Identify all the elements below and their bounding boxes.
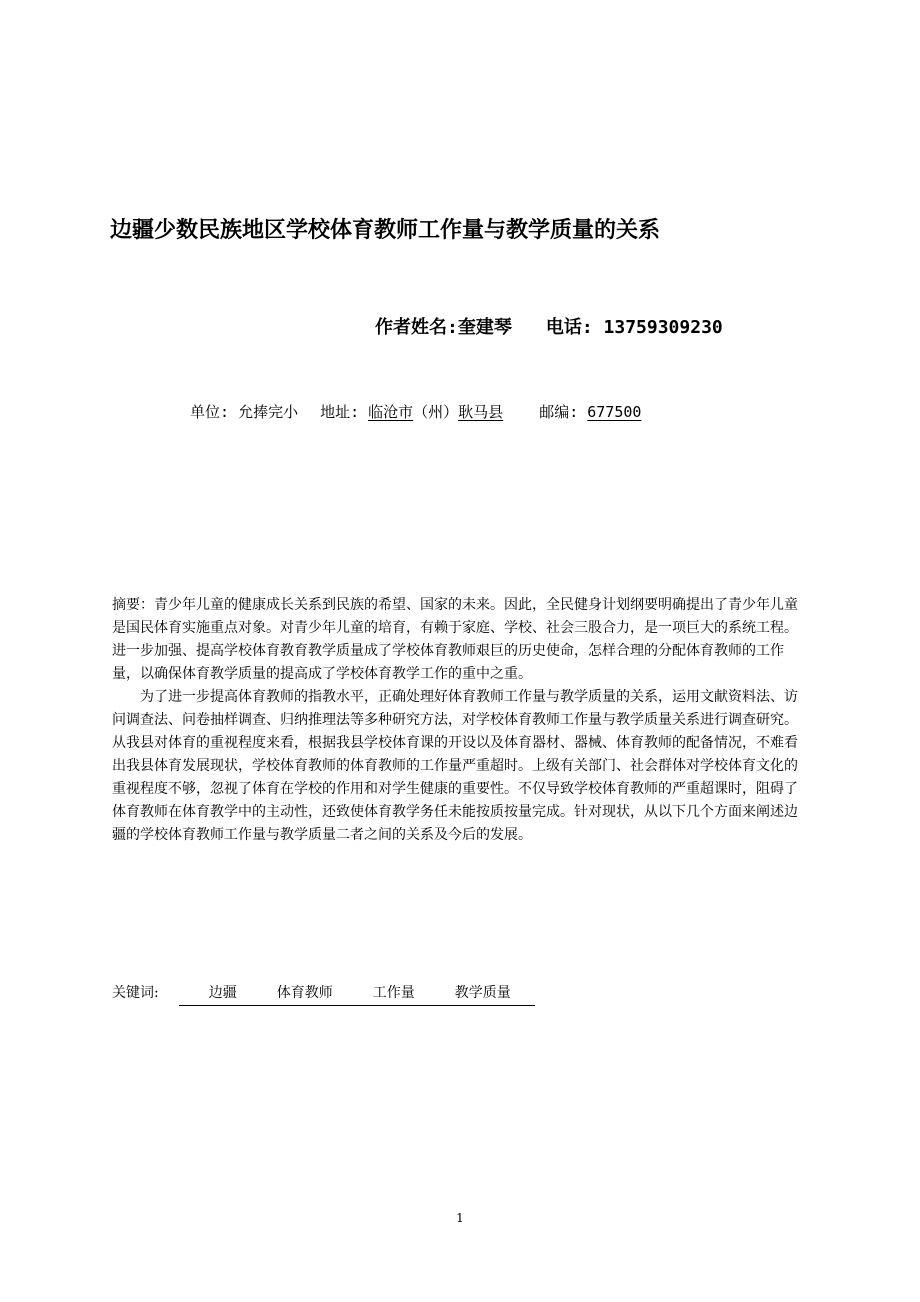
- unit-name: 允捧完小: [238, 403, 299, 421]
- address-label: 地址:: [320, 403, 360, 421]
- postcode-label: 邮编:: [539, 403, 579, 421]
- author-line: [375, 313, 723, 343]
- document-title: 边疆少数民族地区学校体育教师工作量与教学质量的关系: [110, 218, 661, 243]
- abstract-paragraph-1: 摘要：青少年儿童的健康成长关系到民族的希望、国家的未来。因此，全民健身计划纲要明确提出了青少年儿童是国民体育实施重点对象。对青少年儿童的培育，有赖于家庭、学校、社会三股合力，是一项巨大的系统工程。进一步加强、提高学校体育教育教学质量成了学校体育教师艰巨的历史使命，怎样合理的分配体育教师的工作量，以确保体育教学质量的提高成了学校体育教学工作的重中之重。: [112, 597, 798, 682]
- abstract-paragraph-2: 为了进一步提高体育教师的指教水平，正确处理好体育教师工作量与教学质量的关系，运用文献资料法、访问调查法、问卷抽样调查、归纳推理法等多种研究方法，对学校体育教师工作量与教学质量关系进行调查研究。从我县对体育的重视程度来看，根据我县学校体育课的开设以及体育器材、器械、体育教师的配备情况，不难看出我县体育发展现状，学校体育教师的体育教师的工作量严重超时。上级有关部门、社会群体对学校体育文化的重视程度不够，忽视了体育在学校的作用和对学生健康的重要性。不仅导致学校体育教师的严重超课时，阻碍了体育教师在体育教学中的主动性，还致使体育教学务任未能按质按量完成。针对现状，从以下几个方面来阐述边疆的学校体育教师工作量与教学质量二者之间的关系及今后的发展。: [112, 689, 798, 843]
- abstract-section: [112, 594, 808, 847]
- unit-label: 单位:: [190, 403, 230, 421]
- keywords-line: [112, 981, 535, 1006]
- address-prefecture: （州）: [413, 403, 459, 421]
- phone-label: 电话:: [545, 317, 593, 338]
- keyword-item: 工作量: [372, 985, 415, 1001]
- keywords-label: 关键词:: [112, 985, 159, 1001]
- postcode-value: 677500: [587, 403, 642, 421]
- keyword-item: 边疆: [208, 985, 237, 1001]
- author-label: 作者姓名:: [375, 317, 458, 338]
- keywords-list: [179, 981, 535, 1006]
- phone-number: 13759309230: [603, 317, 723, 338]
- keyword-item: 体育教师: [276, 985, 333, 1001]
- unit-line: [190, 398, 641, 426]
- address-city: 临沧市: [368, 403, 414, 421]
- page-number: 1: [456, 1211, 464, 1225]
- address-county: 耿马县: [458, 403, 504, 421]
- keyword-item: 教学质量: [454, 985, 511, 1001]
- author-name: 奎建琴: [457, 317, 512, 338]
